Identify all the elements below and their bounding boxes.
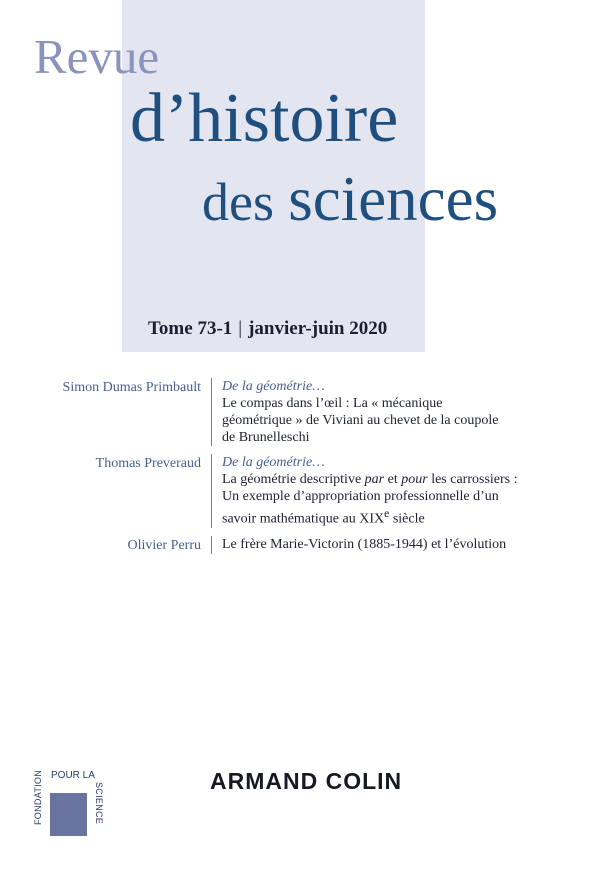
toc-series: De la géométrie…	[222, 379, 325, 394]
toc-author: Olivier Perru	[127, 537, 201, 553]
toc-title-line	[222, 505, 546, 528]
toc-entry	[38, 378, 578, 446]
issue-tome: Tome 73-1	[148, 318, 233, 339]
toc-title-emphasis: pour	[401, 472, 428, 487]
table-of-contents	[38, 378, 578, 562]
journal-title-word-des: des	[202, 172, 274, 232]
toc-title-part: savoir mathématique au XIX	[222, 511, 385, 527]
toc-title-line: de Brunelleschi	[222, 430, 310, 445]
logo-square	[50, 793, 87, 836]
issue-period: janvier-juin 2020	[248, 318, 388, 339]
logo-text-science: SCIENCE	[94, 782, 104, 825]
journal-title-line-2: d’histoire	[130, 80, 399, 157]
fondation-pour-la-science-logo	[32, 770, 104, 842]
publisher-name: ARMAND COLIN	[210, 768, 403, 794]
toc-title-line: Un exemple d’appropriation professionnelle d’un	[222, 489, 499, 504]
journal-title-line-3	[202, 164, 499, 234]
toc-article	[222, 454, 546, 528]
toc-title-emphasis: par	[364, 472, 385, 487]
toc-title-superscript: e	[384, 507, 390, 520]
toc-title-line: Le frère Marie-Victorin (1885-1944) et l’évolution	[222, 536, 507, 552]
toc-title-line	[222, 471, 546, 488]
journal-title-line-1: Revue	[34, 29, 160, 84]
toc-title-part: les carrossiers :	[427, 472, 518, 487]
issue-separator: |	[238, 318, 243, 339]
toc-entry	[38, 454, 578, 528]
issue-info	[148, 318, 387, 340]
toc-title-part: et	[384, 472, 402, 487]
toc-title-part: La géométrie descriptive	[222, 472, 365, 487]
toc-author: Thomas Preveraud	[95, 456, 201, 471]
toc-title-line: Le compas dans l’œil : La « mécanique	[222, 396, 443, 411]
toc-divider	[211, 454, 212, 528]
toc-divider	[211, 378, 212, 446]
toc-article	[222, 378, 546, 446]
toc-title-line: géométrique » de Viviani au chevet de la coupole	[222, 413, 499, 428]
toc-divider	[211, 536, 212, 554]
toc-title-part: siècle	[389, 511, 425, 527]
toc-article	[222, 536, 546, 554]
logo-text-pour-la: POUR LA	[51, 770, 95, 781]
toc-author: Simon Dumas Primbault	[62, 380, 201, 395]
journal-title-word-sciences: sciences	[288, 164, 499, 234]
toc-entry	[38, 536, 578, 554]
toc-series: De la géométrie…	[222, 455, 325, 470]
logo-text-fondation: FONDATION	[33, 770, 43, 826]
